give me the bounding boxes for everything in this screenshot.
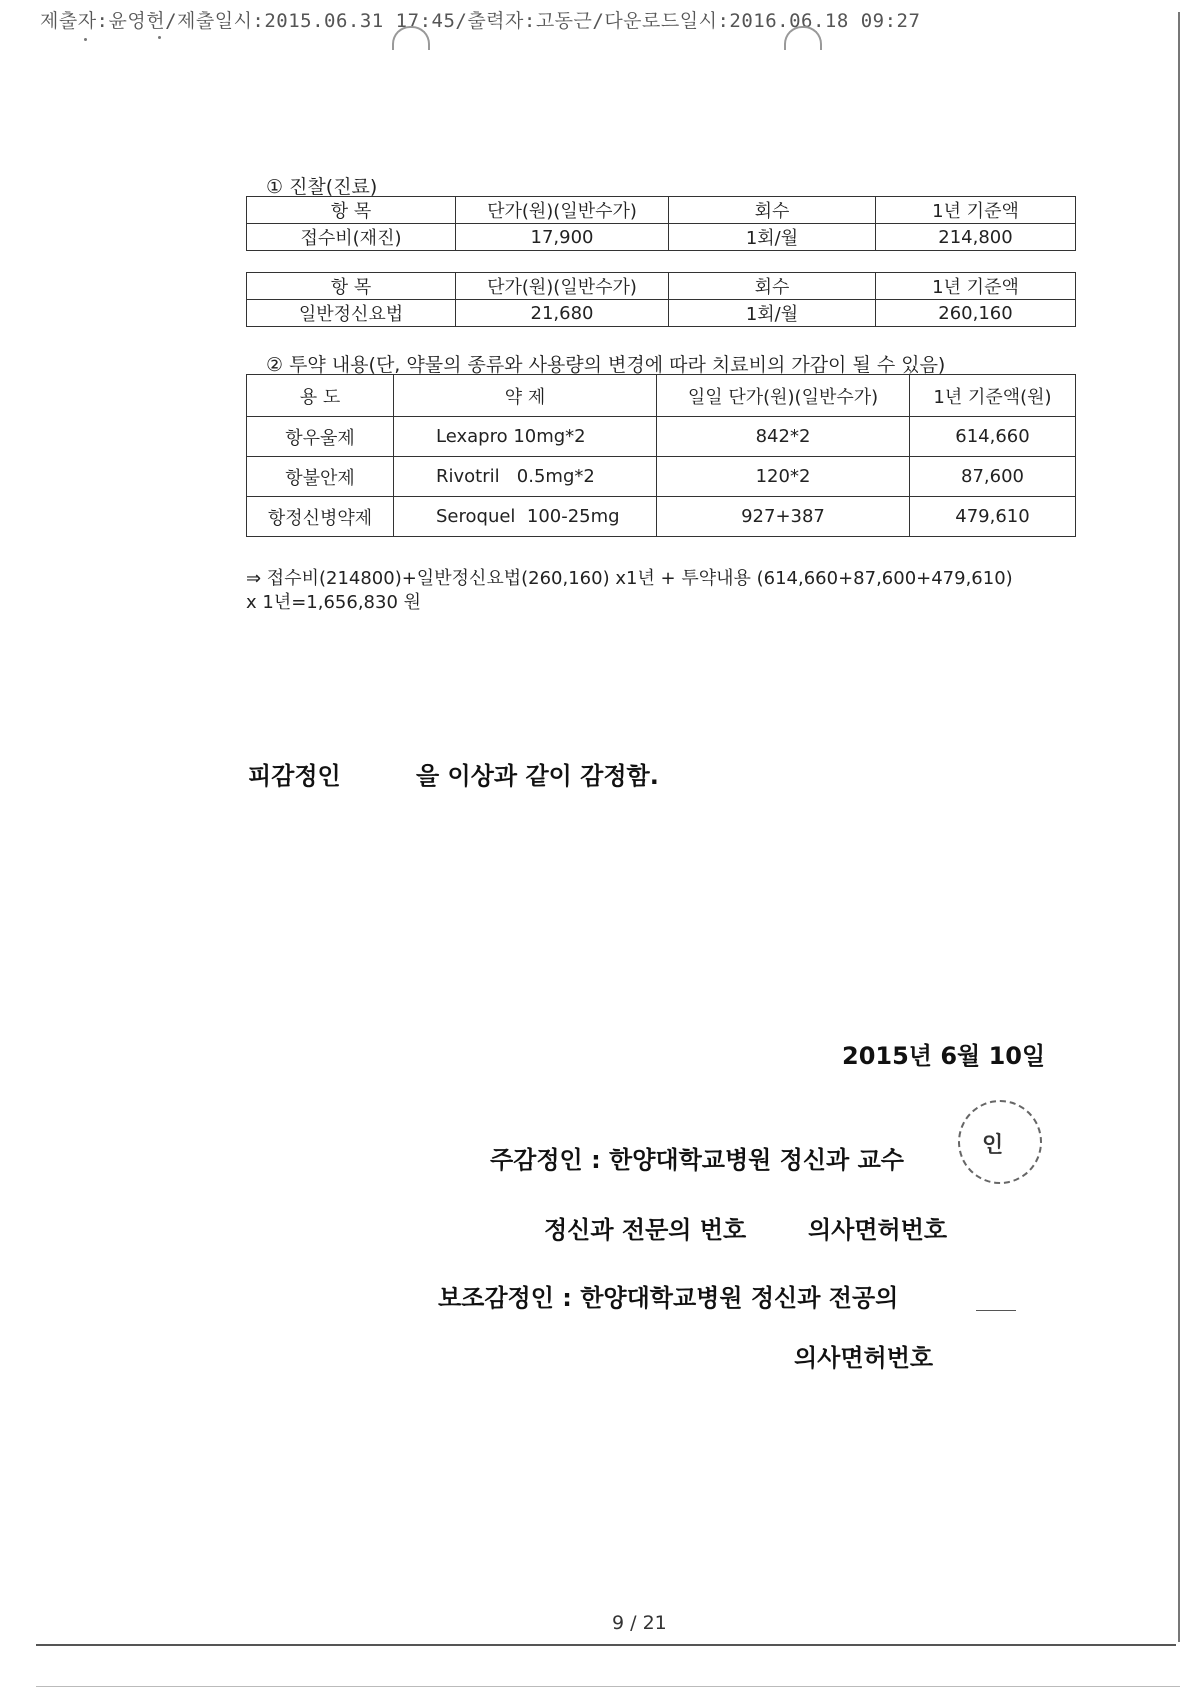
table-cell: 1회/월: [669, 300, 876, 327]
table-cell: 927+387: [657, 497, 910, 537]
consultation-fee-table: [246, 196, 1076, 251]
table-row: [247, 224, 1076, 251]
table-cell: 1회/월: [669, 224, 876, 251]
table-header-row: [247, 375, 1076, 417]
header-cell: 용 도: [247, 375, 394, 417]
calculation-line-2: x 1년=1,656,830 원: [246, 592, 422, 613]
section-1-title: ① 진찰(진료): [266, 176, 378, 198]
seal-mark: 인: [982, 1133, 1004, 1158]
table-cell: 일반정신요법: [247, 300, 456, 327]
table-cell: Seroquel 100-25mg: [394, 497, 657, 537]
assistant-examiner: 보조감정인 : 한양대학교병원 정신과 전공의: [438, 1284, 899, 1312]
table-header-row: [247, 273, 1076, 300]
header-cell: 회수: [669, 273, 876, 300]
header-cell: 회수: [669, 197, 876, 224]
medication-table: [246, 374, 1076, 537]
report-date: 2015년 6월 10일: [842, 1042, 1046, 1070]
table-row: [247, 300, 1076, 327]
header-cell: 단가(원)(일반수가): [456, 197, 669, 224]
table-cell: 842*2: [657, 417, 910, 457]
table-row: [247, 497, 1076, 537]
table-cell: 479,610: [910, 497, 1076, 537]
table-cell: 접수비(재진): [247, 224, 456, 251]
chief-examiner: 주감정인 : 한양대학교병원 정신과 교수: [490, 1146, 904, 1174]
footer-rule: [36, 1644, 1176, 1646]
table-cell: 214,800: [876, 224, 1076, 251]
table-cell: 17,900: [456, 224, 669, 251]
table-header-row: [247, 197, 1076, 224]
license-number-label-2: 의사면허번호: [794, 1344, 934, 1372]
psychotherapy-fee-table: [246, 272, 1076, 327]
scan-speck: [158, 36, 161, 39]
header-cell: 항 목: [247, 197, 456, 224]
header-cell: 단가(원)(일반수가): [456, 273, 669, 300]
table-cell: 항우울제: [247, 417, 394, 457]
section-2-title: ② 투약 내용(단, 약물의 종류와 사용량의 변경에 따라 치료비의 가감이 될 수 있음): [266, 354, 946, 376]
license-number-label-1: 의사면허번호: [808, 1216, 948, 1244]
table-cell: 21,680: [456, 300, 669, 327]
table-cell: 120*2: [657, 457, 910, 497]
header-cell: 1년 기준액(원): [910, 375, 1076, 417]
table-cell: 87,600: [910, 457, 1076, 497]
table-row: [247, 457, 1076, 497]
table-cell: Lexapro 10mg*2: [394, 417, 657, 457]
table-cell: 614,660: [910, 417, 1076, 457]
conclusion-statement: 을 이상과 같이 감정함.: [416, 762, 659, 790]
header-cell: 항 목: [247, 273, 456, 300]
header-cell: 일일 단가(원)(일반수가): [657, 375, 910, 417]
table-cell: 260,160: [876, 300, 1076, 327]
examinee-label: 피감정인: [248, 762, 341, 790]
page-number: 9 / 21: [612, 1612, 667, 1634]
header-cell: 약 제: [394, 375, 657, 417]
calculation-line-1: ⇒ 접수비(214800)+일반정신요법(260,160) x1년 + 투약내용 (614,660+87,600+479,610): [246, 568, 1013, 589]
fax-header: 제출자:윤영헌/제출일시:2015.06.31 17:45/출력자:고동근/다운로드일시:2016.06.18 09:27: [40, 10, 921, 32]
table-row: [247, 417, 1076, 457]
table-cell: 항불안제: [247, 457, 394, 497]
scan-border-right: [1178, 12, 1180, 1642]
signature-stroke: [976, 1310, 1016, 1311]
header-cell: 1년 기준액: [876, 197, 1076, 224]
table-cell: Rivotril 0.5mg*2: [394, 457, 657, 497]
header-cell: 1년 기준액: [876, 273, 1076, 300]
scan-speck: [84, 38, 87, 41]
scan-edge-line: [36, 1686, 1180, 1687]
table-cell: 항정신병약제: [247, 497, 394, 537]
specialist-number-label: 정신과 전문의 번호: [544, 1216, 747, 1244]
